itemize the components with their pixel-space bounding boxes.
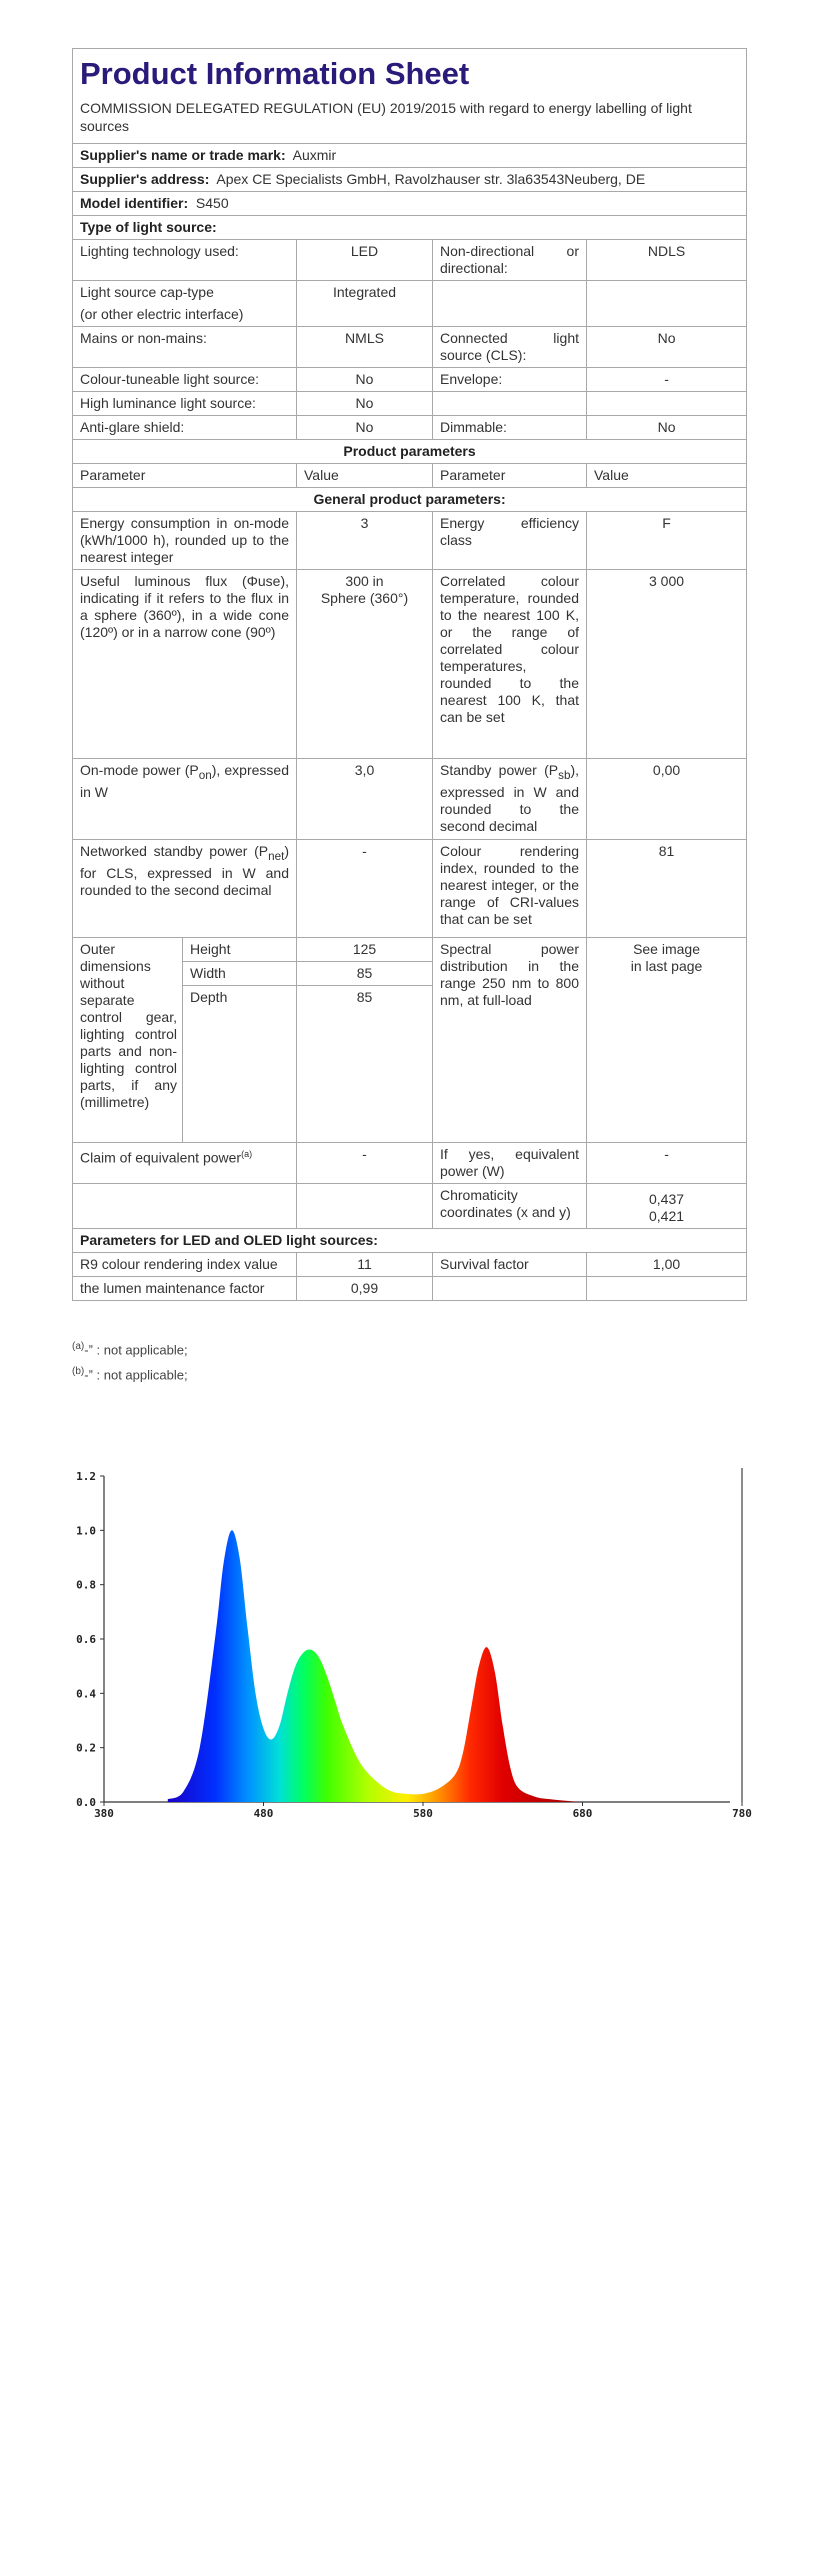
energy-class-value: F	[587, 512, 747, 570]
param-row	[73, 1253, 747, 1277]
supplier-name-value: Auxmir	[292, 147, 337, 163]
column-header-row	[73, 464, 747, 488]
x-ticks	[94, 1802, 752, 1820]
supplier-address-label: Supplier's address:	[80, 171, 210, 187]
y-tick-label: 0.8	[76, 1578, 96, 1592]
product-parameters-row	[73, 440, 747, 464]
spd-label: Spectral power distribution in the range 250 nm to 800 nm, at full-load	[433, 938, 587, 1143]
survival-factor-value: 1,00	[587, 1253, 747, 1277]
type-param: Envelope:	[433, 368, 587, 392]
lumen-maintenance-label: the lumen maintenance factor	[73, 1277, 297, 1301]
networked-standby-label: Networked standby power $(P_{net})$ for CLS, expressed in W and rounded to the second decimal	[73, 840, 297, 938]
luminous-flux-value: 300 in Sphere (360°)	[297, 570, 433, 759]
standby-power-value: 0,00	[587, 759, 747, 840]
footnotes	[72, 1336, 188, 1387]
type-row	[73, 240, 747, 281]
lumen-maintenance-value: 0,99	[297, 1277, 433, 1301]
type-title-row	[73, 216, 747, 240]
type-param: Anti-glare shield:	[73, 416, 297, 440]
type-value	[587, 392, 747, 416]
page-title: Product Information Sheet	[80, 56, 470, 91]
type-row	[73, 281, 747, 327]
product-information-sheet	[72, 48, 746, 1301]
x-tick-label: 580	[413, 1807, 433, 1820]
type-value: No	[587, 416, 747, 440]
supplier-name-label: Supplier's name or trade mark:	[80, 147, 286, 163]
header-row	[73, 49, 747, 144]
luminous-flux-label: Useful luminous flux (Φuse), indicating if it refers to the flux in a sphere (360º), in a wide cone (120º) or in a narrow cone (90º)	[73, 570, 297, 759]
column-header-value: Value	[297, 464, 433, 488]
param-row	[73, 1277, 747, 1301]
column-header-value: Value	[587, 464, 747, 488]
energy-class-label: Energy efficiency class	[433, 512, 587, 570]
info-table	[72, 48, 747, 1301]
cct-value: 3 000	[587, 570, 747, 759]
x-tick-label: 780	[732, 1807, 752, 1820]
model-row	[73, 192, 747, 216]
led-parameters-row	[73, 1229, 747, 1253]
type-row	[73, 368, 747, 392]
depth-value: 85	[297, 986, 433, 1143]
chromaticity-label: Chromaticity coordinates (x and y)	[433, 1184, 587, 1229]
standby-power-label: Standby power $(P_{sb})$, expressed in W and rounded to the second decimal	[433, 759, 587, 840]
footnote: $^{(a)}$-ˮ : not applicable;	[72, 1341, 188, 1358]
type-value: Integrated	[297, 281, 433, 327]
energy-consumption-label: Energy consumption in on-mode (kWh/1000 h), rounded up to the nearest integer	[73, 512, 297, 570]
height-label: Height	[183, 938, 297, 962]
y-tick-label: 0.6	[76, 1633, 96, 1646]
x-tick-label: 480	[253, 1807, 274, 1820]
type-value: No	[587, 327, 747, 368]
r9-label: R9 colour rendering index value	[73, 1253, 297, 1277]
y-tick-label: 0.0	[76, 1796, 96, 1809]
type-param: Light source cap-type (or other electric interface)	[73, 281, 297, 327]
type-param: Connected light source (CLS):	[433, 327, 587, 368]
equivalent-claim-value: -	[297, 1143, 433, 1184]
width-label: Width	[183, 962, 297, 986]
r9-value: 11	[297, 1253, 433, 1277]
y-tick-label: 0.4	[76, 1687, 96, 1701]
type-value: No	[297, 416, 433, 440]
supplier-address-row	[73, 168, 747, 192]
type-row	[73, 416, 747, 440]
x-tick-label: 680	[572, 1807, 593, 1820]
x-tick-label: 380	[94, 1807, 114, 1820]
on-mode-power-value: 3,0	[297, 759, 433, 840]
spectral-chart	[72, 1462, 752, 1827]
type-row	[73, 327, 747, 368]
led-parameters-title: Parameters for LED and OLED light sources:	[73, 1229, 747, 1253]
height-value: 125	[297, 938, 433, 962]
type-value: No	[297, 368, 433, 392]
type-param: Dimmable:	[433, 416, 587, 440]
param-row	[73, 759, 747, 840]
column-header-parameter: Parameter	[433, 464, 587, 488]
supplier-name-row	[73, 144, 747, 168]
cri-value: 81	[587, 840, 747, 938]
cct-label: Correlated colour temperature, rounded to the nearest 100 K, or the range of correlated colour temperatures, rounded to the nearest 100 K, that can be set	[433, 570, 587, 759]
type-param	[433, 281, 587, 327]
y-tick-label: 0.2	[76, 1741, 96, 1755]
header-cell	[73, 49, 747, 144]
general-parameters-title: General product parameters:	[73, 488, 747, 512]
type-param: Mains or non-mains:	[73, 327, 297, 368]
energy-consumption-value: 3	[297, 512, 433, 570]
general-parameters-row	[73, 488, 747, 512]
equivalent-claim-label: Claim of equivalent power$^{(a)}$	[73, 1143, 297, 1184]
type-param: Non-directional or directional:	[433, 240, 587, 281]
model-label: Model identifier:	[80, 195, 189, 211]
depth-label: Depth	[183, 986, 297, 1143]
type-row	[73, 392, 747, 416]
type-value: -	[587, 368, 747, 392]
param-row	[73, 840, 747, 938]
dimensions-row	[73, 938, 747, 962]
regulation-subtitle: COMMISSION DELEGATED REGULATION (EU) 2019/2015 with regard to energy labelling of light sources	[80, 100, 692, 134]
type-param	[433, 392, 587, 416]
type-value: No	[297, 392, 433, 416]
networked-standby-value: -	[297, 840, 433, 938]
y-tick-label: 1.2	[76, 1470, 96, 1483]
type-param: High luminance light source:	[73, 392, 297, 416]
column-header-parameter: Parameter	[73, 464, 297, 488]
type-section-title: Type of light source:	[73, 216, 747, 240]
y-tick-label: 1.0	[76, 1524, 96, 1538]
dimensions-label: Outer dimensions without separate control gear, lighting control parts and non-lighting control parts, if any (millimetre)	[73, 938, 183, 1143]
param-row	[73, 1184, 747, 1229]
survival-factor-label: Survival factor	[433, 1253, 587, 1277]
type-value: NDLS	[587, 240, 747, 281]
spectral-chart-svg	[72, 1462, 752, 1822]
equivalent-power-label: If yes, equivalent power (W)	[433, 1143, 587, 1184]
y-ticks	[76, 1470, 104, 1809]
chromaticity-value: 0,437 0,421	[587, 1184, 747, 1229]
width-value: 85	[297, 962, 433, 986]
type-value	[587, 281, 747, 327]
footnote: $^{(b)}$-ˮ : not applicable;	[72, 1366, 188, 1383]
spd-value: See image in last page	[587, 938, 747, 1143]
param-row	[73, 512, 747, 570]
product-parameters-title: Product parameters	[73, 440, 747, 464]
type-value: LED	[297, 240, 433, 281]
supplier-address-value: Apex CE Specialists GmbH, Ravolzhauser str. 3la63543Neuberg, DE	[216, 171, 646, 187]
model-value: S450	[195, 195, 229, 211]
on-mode-power-label: On-mode power $(P_{on})$, expressed in W	[73, 759, 297, 840]
cri-label: Colour rendering index, rounded to the nearest integer, or the range of CRI-values that can be set	[433, 840, 587, 938]
spectrum-area	[168, 1530, 710, 1802]
type-value: NMLS	[297, 327, 433, 368]
param-row	[73, 1143, 747, 1184]
type-param: Colour-tuneable light source:	[73, 368, 297, 392]
type-param: Lighting technology used:	[73, 240, 297, 281]
equivalent-power-value: -	[587, 1143, 747, 1184]
param-row	[73, 570, 747, 759]
